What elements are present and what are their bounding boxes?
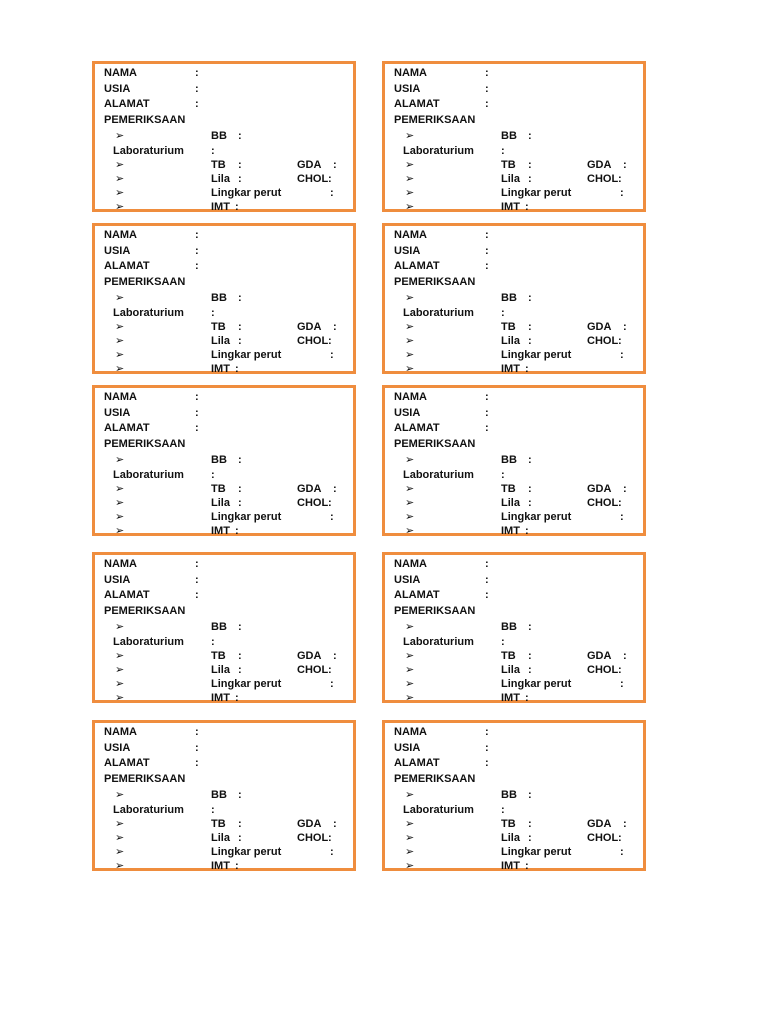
bb-label: BB [211, 292, 227, 304]
bb-colon: : [238, 454, 242, 466]
nama-label: NAMA [104, 391, 137, 403]
bullet-icon: ➢ [115, 818, 125, 830]
usia-colon: : [195, 407, 199, 419]
bullet-icon: ➢ [405, 789, 415, 801]
tb-colon: : [238, 483, 242, 495]
nama-colon: : [485, 67, 489, 79]
imt-label: IMT [501, 363, 520, 375]
gda-colon: : [333, 321, 337, 333]
chol-label: CHOL [297, 335, 329, 347]
bullet-icon: ➢ [405, 130, 415, 142]
bullet-icon: ➢ [115, 692, 125, 704]
lila-label: Lila [211, 335, 230, 347]
patient-label-card [382, 223, 646, 374]
gda-label: GDA [297, 321, 322, 333]
lab-colon: : [211, 307, 215, 319]
nama-label: NAMA [104, 558, 137, 570]
alamat-colon: : [195, 589, 199, 601]
usia-colon: : [195, 245, 199, 257]
chol-colon: : [618, 497, 622, 509]
usia-colon: : [195, 742, 199, 754]
lab-label: Laboraturium [403, 804, 474, 816]
lingkar-perut-colon: : [330, 511, 334, 523]
pemeriksaan-label: PEMERIKSAAN [394, 438, 476, 450]
pemeriksaan-label: PEMERIKSAAN [104, 773, 186, 785]
gda-label: GDA [297, 159, 322, 171]
pemeriksaan-label: PEMERIKSAAN [104, 605, 186, 617]
nama-label: NAMA [104, 229, 137, 241]
bullet-icon: ➢ [115, 335, 125, 347]
bb-colon: : [238, 130, 242, 142]
nama-colon: : [485, 558, 489, 570]
bullet-icon: ➢ [405, 621, 415, 633]
chol-colon: : [328, 497, 332, 509]
usia-label: USIA [394, 574, 421, 586]
nama-colon: : [195, 558, 199, 570]
bullet-icon: ➢ [405, 650, 415, 662]
lila-label: Lila [211, 664, 230, 676]
nama-colon: : [485, 229, 489, 241]
lila-colon: : [238, 173, 242, 185]
bullet-icon: ➢ [405, 678, 415, 690]
lab-label: Laboraturium [113, 307, 184, 319]
lab-colon: : [501, 307, 505, 319]
gda-label: GDA [587, 650, 612, 662]
bb-colon: : [528, 789, 532, 801]
imt-label: IMT [211, 692, 230, 704]
bullet-icon: ➢ [405, 349, 415, 361]
imt-colon: : [235, 525, 239, 537]
usia-label: USIA [104, 83, 131, 95]
lab-colon: : [501, 469, 505, 481]
pemeriksaan-label: PEMERIKSAAN [394, 605, 476, 617]
alamat-colon: : [485, 422, 489, 434]
nama-colon: : [195, 67, 199, 79]
gda-colon: : [333, 159, 337, 171]
usia-colon: : [195, 574, 199, 586]
lingkar-perut-label: Lingkar perut [211, 349, 282, 361]
imt-label: IMT [211, 860, 230, 872]
bb-colon: : [528, 130, 532, 142]
tb-colon: : [238, 818, 242, 830]
alamat-label: ALAMAT [394, 260, 440, 272]
lab-label: Laboraturium [403, 145, 474, 157]
pemeriksaan-label: PEMERIKSAAN [394, 276, 476, 288]
gda-colon: : [623, 321, 627, 333]
chol-label: CHOL [297, 173, 329, 185]
usia-colon: : [485, 245, 489, 257]
lila-colon: : [238, 497, 242, 509]
lingkar-perut-label: Lingkar perut [211, 511, 282, 523]
alamat-colon: : [195, 98, 199, 110]
bullet-icon: ➢ [115, 497, 125, 509]
chol-colon: : [328, 664, 332, 676]
chol-label: CHOL [297, 664, 329, 676]
bullet-icon: ➢ [405, 664, 415, 676]
bullet-icon: ➢ [405, 292, 415, 304]
usia-label: USIA [104, 407, 131, 419]
alamat-colon: : [485, 757, 489, 769]
patient-label-card [382, 552, 646, 703]
bullet-icon: ➢ [405, 525, 415, 537]
lila-colon: : [238, 335, 242, 347]
lab-colon: : [211, 636, 215, 648]
bullet-icon: ➢ [405, 363, 415, 375]
lila-label: Lila [211, 832, 230, 844]
tb-colon: : [238, 650, 242, 662]
tb-label: TB [501, 159, 516, 171]
chol-colon: : [618, 335, 622, 347]
alamat-label: ALAMAT [104, 589, 150, 601]
bullet-icon: ➢ [405, 497, 415, 509]
lingkar-perut-colon: : [330, 846, 334, 858]
chol-colon: : [618, 664, 622, 676]
imt-colon: : [235, 860, 239, 872]
usia-label: USIA [394, 245, 421, 257]
bullet-icon: ➢ [115, 159, 125, 171]
patient-label-card [92, 720, 356, 871]
bb-label: BB [501, 621, 517, 633]
imt-colon: : [525, 201, 529, 213]
chol-colon: : [618, 832, 622, 844]
chol-label: CHOL [297, 497, 329, 509]
bullet-icon: ➢ [405, 846, 415, 858]
pemeriksaan-label: PEMERIKSAAN [104, 276, 186, 288]
bullet-icon: ➢ [115, 363, 125, 375]
imt-colon: : [525, 363, 529, 375]
usia-label: USIA [394, 407, 421, 419]
nama-colon: : [485, 391, 489, 403]
chol-colon: : [618, 173, 622, 185]
lab-colon: : [501, 145, 505, 157]
usia-colon: : [485, 742, 489, 754]
alamat-label: ALAMAT [394, 757, 440, 769]
pemeriksaan-label: PEMERIKSAAN [104, 114, 186, 126]
gda-label: GDA [587, 321, 612, 333]
bb-colon: : [528, 621, 532, 633]
chol-label: CHOL [587, 335, 619, 347]
lingkar-perut-label: Lingkar perut [501, 846, 572, 858]
bullet-icon: ➢ [405, 818, 415, 830]
patient-label-card [92, 552, 356, 703]
lila-label: Lila [501, 664, 520, 676]
alamat-colon: : [485, 589, 489, 601]
bb-label: BB [211, 130, 227, 142]
alamat-label: ALAMAT [104, 260, 150, 272]
bullet-icon: ➢ [405, 159, 415, 171]
bullet-icon: ➢ [115, 173, 125, 185]
bullet-icon: ➢ [115, 789, 125, 801]
gda-colon: : [623, 483, 627, 495]
lingkar-perut-colon: : [620, 511, 624, 523]
imt-colon: : [525, 860, 529, 872]
pemeriksaan-label: PEMERIKSAAN [104, 438, 186, 450]
bullet-icon: ➢ [115, 454, 125, 466]
lila-label: Lila [211, 173, 230, 185]
lila-colon: : [528, 173, 532, 185]
bullet-icon: ➢ [115, 321, 125, 333]
imt-label: IMT [501, 525, 520, 537]
bullet-icon: ➢ [405, 832, 415, 844]
bullet-icon: ➢ [115, 187, 125, 199]
lingkar-perut-colon: : [620, 187, 624, 199]
alamat-label: ALAMAT [104, 98, 150, 110]
imt-label: IMT [501, 860, 520, 872]
bullet-icon: ➢ [115, 650, 125, 662]
bullet-icon: ➢ [115, 678, 125, 690]
lingkar-perut-colon: : [330, 349, 334, 361]
nama-label: NAMA [394, 726, 427, 738]
bullet-icon: ➢ [115, 201, 125, 213]
patient-label-card [382, 720, 646, 871]
usia-label: USIA [104, 245, 131, 257]
bullet-icon: ➢ [405, 201, 415, 213]
alamat-label: ALAMAT [394, 422, 440, 434]
usia-label: USIA [104, 574, 131, 586]
imt-colon: : [525, 525, 529, 537]
tb-colon: : [528, 650, 532, 662]
bullet-icon: ➢ [405, 511, 415, 523]
bullet-icon: ➢ [405, 187, 415, 199]
lingkar-perut-label: Lingkar perut [501, 349, 572, 361]
lab-colon: : [211, 145, 215, 157]
pemeriksaan-label: PEMERIKSAAN [394, 114, 476, 126]
lab-label: Laboraturium [113, 804, 184, 816]
pemeriksaan-label: PEMERIKSAAN [394, 773, 476, 785]
bullet-icon: ➢ [115, 349, 125, 361]
patient-label-card [382, 385, 646, 536]
usia-colon: : [485, 574, 489, 586]
imt-label: IMT [501, 201, 520, 213]
lila-label: Lila [501, 173, 520, 185]
usia-colon: : [195, 83, 199, 95]
gda-label: GDA [587, 818, 612, 830]
gda-label: GDA [587, 483, 612, 495]
patient-label-card [92, 61, 356, 212]
bb-colon: : [528, 454, 532, 466]
bullet-icon: ➢ [115, 832, 125, 844]
imt-colon: : [235, 363, 239, 375]
gda-label: GDA [297, 818, 322, 830]
usia-colon: : [485, 407, 489, 419]
bullet-icon: ➢ [405, 321, 415, 333]
nama-label: NAMA [394, 67, 427, 79]
bb-label: BB [501, 789, 517, 801]
nama-colon: : [195, 391, 199, 403]
bb-colon: : [238, 292, 242, 304]
tb-colon: : [528, 483, 532, 495]
lingkar-perut-label: Lingkar perut [211, 187, 282, 199]
imt-colon: : [525, 692, 529, 704]
gda-colon: : [333, 818, 337, 830]
chol-colon: : [328, 335, 332, 347]
bullet-icon: ➢ [115, 292, 125, 304]
chol-label: CHOL [587, 497, 619, 509]
bullet-icon: ➢ [115, 860, 125, 872]
bullet-icon: ➢ [115, 483, 125, 495]
chol-label: CHOL [587, 173, 619, 185]
lingkar-perut-label: Lingkar perut [501, 187, 572, 199]
lingkar-perut-colon: : [620, 678, 624, 690]
bullet-icon: ➢ [405, 173, 415, 185]
bb-colon: : [238, 789, 242, 801]
lab-colon: : [211, 804, 215, 816]
imt-label: IMT [211, 201, 230, 213]
lab-label: Laboraturium [403, 636, 474, 648]
tb-colon: : [238, 321, 242, 333]
bb-label: BB [211, 789, 227, 801]
usia-label: USIA [104, 742, 131, 754]
bb-label: BB [501, 292, 517, 304]
chol-label: CHOL [587, 664, 619, 676]
chol-colon: : [328, 173, 332, 185]
tb-label: TB [211, 483, 226, 495]
alamat-colon: : [485, 98, 489, 110]
lab-colon: : [501, 804, 505, 816]
imt-label: IMT [211, 525, 230, 537]
lila-colon: : [528, 832, 532, 844]
gda-label: GDA [587, 159, 612, 171]
chol-colon: : [328, 832, 332, 844]
tb-colon: : [528, 818, 532, 830]
lab-label: Laboraturium [403, 307, 474, 319]
nama-label: NAMA [394, 229, 427, 241]
imt-label: IMT [501, 692, 520, 704]
lingkar-perut-label: Lingkar perut [211, 678, 282, 690]
tb-label: TB [211, 159, 226, 171]
bullet-icon: ➢ [405, 860, 415, 872]
tb-colon: : [528, 159, 532, 171]
usia-colon: : [485, 83, 489, 95]
alamat-label: ALAMAT [394, 98, 440, 110]
bullet-icon: ➢ [115, 846, 125, 858]
nama-label: NAMA [104, 726, 137, 738]
lingkar-perut-label: Lingkar perut [501, 678, 572, 690]
lab-label: Laboraturium [403, 469, 474, 481]
nama-colon: : [195, 229, 199, 241]
lingkar-perut-colon: : [330, 678, 334, 690]
patient-label-card [382, 61, 646, 212]
bb-colon: : [528, 292, 532, 304]
tb-label: TB [501, 818, 516, 830]
usia-label: USIA [394, 83, 421, 95]
alamat-label: ALAMAT [104, 757, 150, 769]
lila-colon: : [238, 664, 242, 676]
nama-label: NAMA [104, 67, 137, 79]
usia-label: USIA [394, 742, 421, 754]
chol-label: CHOL [587, 832, 619, 844]
patient-label-card [92, 223, 356, 374]
tb-label: TB [501, 650, 516, 662]
lila-label: Lila [501, 832, 520, 844]
tb-label: TB [211, 650, 226, 662]
lila-colon: : [528, 497, 532, 509]
tb-colon: : [238, 159, 242, 171]
tb-label: TB [501, 321, 516, 333]
alamat-label: ALAMAT [104, 422, 150, 434]
lab-label: Laboraturium [113, 469, 184, 481]
alamat-colon: : [195, 260, 199, 272]
bullet-icon: ➢ [115, 130, 125, 142]
lingkar-perut-label: Lingkar perut [211, 846, 282, 858]
gda-colon: : [623, 159, 627, 171]
bullet-icon: ➢ [405, 692, 415, 704]
gda-label: GDA [297, 650, 322, 662]
nama-colon: : [485, 726, 489, 738]
gda-colon: : [623, 818, 627, 830]
lingkar-perut-colon: : [620, 846, 624, 858]
patient-label-card [92, 385, 356, 536]
tb-label: TB [211, 818, 226, 830]
bb-label: BB [501, 130, 517, 142]
imt-colon: : [235, 692, 239, 704]
chol-label: CHOL [297, 832, 329, 844]
alamat-colon: : [485, 260, 489, 272]
lila-colon: : [528, 664, 532, 676]
nama-label: NAMA [394, 391, 427, 403]
bb-colon: : [238, 621, 242, 633]
bullet-icon: ➢ [115, 525, 125, 537]
lab-label: Laboraturium [113, 145, 184, 157]
alamat-colon: : [195, 422, 199, 434]
lab-colon: : [211, 469, 215, 481]
nama-label: NAMA [394, 558, 427, 570]
imt-colon: : [235, 201, 239, 213]
lila-label: Lila [211, 497, 230, 509]
lingkar-perut-colon: : [620, 349, 624, 361]
gda-label: GDA [297, 483, 322, 495]
lila-label: Lila [501, 497, 520, 509]
lingkar-perut-label: Lingkar perut [501, 511, 572, 523]
lila-colon: : [528, 335, 532, 347]
bullet-icon: ➢ [405, 454, 415, 466]
gda-colon: : [333, 483, 337, 495]
tb-label: TB [501, 483, 516, 495]
bullet-icon: ➢ [405, 483, 415, 495]
lingkar-perut-colon: : [330, 187, 334, 199]
nama-colon: : [195, 726, 199, 738]
bb-label: BB [501, 454, 517, 466]
gda-colon: : [623, 650, 627, 662]
bullet-icon: ➢ [115, 621, 125, 633]
lila-label: Lila [501, 335, 520, 347]
imt-label: IMT [211, 363, 230, 375]
lila-colon: : [238, 832, 242, 844]
lab-colon: : [501, 636, 505, 648]
tb-colon: : [528, 321, 532, 333]
bb-label: BB [211, 454, 227, 466]
tb-label: TB [211, 321, 226, 333]
bullet-icon: ➢ [115, 664, 125, 676]
gda-colon: : [333, 650, 337, 662]
lab-label: Laboraturium [113, 636, 184, 648]
bb-label: BB [211, 621, 227, 633]
bullet-icon: ➢ [115, 511, 125, 523]
bullet-icon: ➢ [405, 335, 415, 347]
alamat-label: ALAMAT [394, 589, 440, 601]
alamat-colon: : [195, 757, 199, 769]
